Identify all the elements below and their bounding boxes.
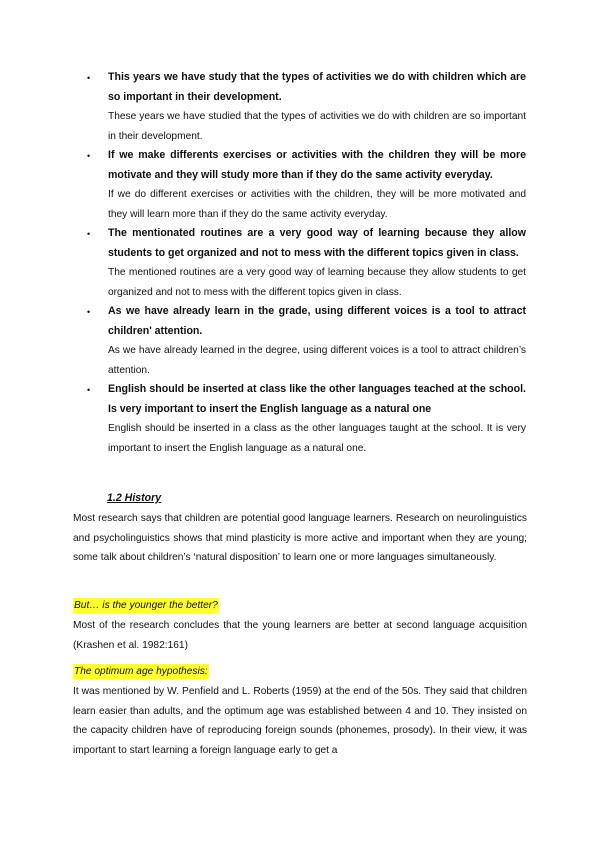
list-item — [87, 302, 526, 380]
corrected-sentence: The mentioned routines are a very good way of learning because they allow students to get organized and not to mess with the different topics given in class. — [108, 267, 526, 298]
bullet-icon: • — [87, 307, 91, 317]
original-sentence: If we make differents exercises or activities with the children they will be more motivate and they will study more than if they do the same activity everyday. — [108, 149, 526, 181]
corrected-sentence: As we have already learned in the degree, using different voices is a tool to attract children’s attention. — [108, 345, 526, 376]
list-item — [87, 380, 526, 458]
section-heading: 1.2 History — [107, 492, 162, 504]
hypothesis-paragraph: It was mentioned by W. Penfield and L. Roberts (1959) at the end of the 50s. They said that children learn easier than adults, and the optimum age was established between 4 and 10. They insisted on the capacity children have of reproducing foreign sounds (phonemes, prosody). In their view, it was important to start learning a foreign language early to get a — [73, 686, 527, 756]
original-sentence: The mentionated routines are a very good way of learning because they allow students to get organized and not to mess with the different topics given in class. — [108, 227, 526, 259]
corrected-sentence: If we do different exercises or activities with the children, they will be more motivated and they will learn more than if they do the same activity everyday. — [108, 189, 526, 220]
bullet-icon: • — [87, 229, 91, 239]
bullet-icon: • — [87, 73, 91, 83]
original-sentence: This years we have study that the types of activities we do with children which are so important in their development. — [108, 71, 526, 103]
list-item — [87, 68, 526, 146]
question-paragraph: Most of the research concludes that the young learners are better at second language acquisition (Krashen et al. 1982:161) — [73, 620, 527, 651]
corrected-sentence: English should be inserted in a class as the other languages taught at the school. It is very important to insert the English language as a natural one. — [108, 423, 526, 454]
list-item — [87, 146, 526, 224]
corrected-sentence: These years we have studied that the types of activities we do with children are so important in their development. — [108, 111, 526, 142]
bullet-icon: • — [87, 385, 91, 395]
hypothesis-highlight: The optimum age hypothesis: — [74, 666, 208, 677]
question-highlight: But… is the younger the better? — [74, 600, 218, 611]
bullet-list — [87, 68, 526, 458]
bullet-icon: • — [87, 151, 91, 161]
original-sentence: As we have already learn in the grade, using different voices is a tool to attract children' attention. — [108, 305, 526, 337]
original-sentence: English should be inserted at class like the other languages teached at the school. Is very important to insert the English language as a natural one — [108, 383, 526, 415]
intro-paragraph: Most research says that children are potential good language learners. Research on neurolinguistics and psycholinguistics shows that mind plasticity is more active and important when they are young; some talk about children’s ‘natural disposition’ to learn one or more languages simultaneously. — [73, 513, 527, 563]
list-item — [87, 224, 526, 302]
